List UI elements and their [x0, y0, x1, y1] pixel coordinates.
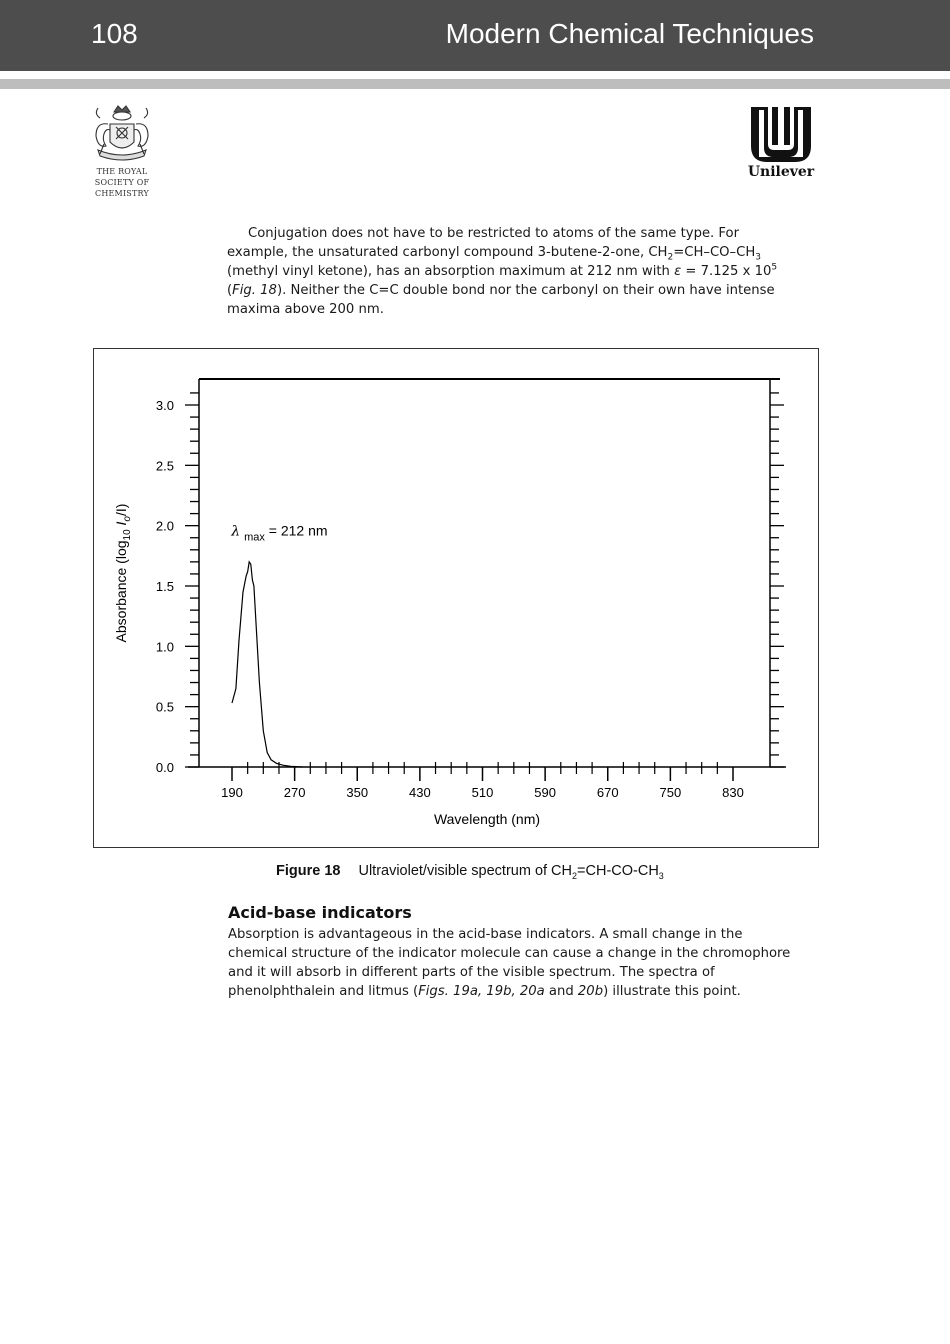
- page-number: 108: [91, 18, 138, 49]
- x-tick-label: 270: [283, 785, 306, 800]
- x-tick-label: 190: [221, 785, 243, 800]
- figure-label: Figure 18: [276, 863, 341, 879]
- y-axis-label: Absorbance ($\log_{10}$ $I_o/I$): [113, 503, 133, 643]
- unilever-logo: [744, 104, 818, 180]
- indicator-line-4: phenolphthalein and litmus (Figs. 19a, 19b, 20a and 20b) illustrate this point.: [228, 984, 741, 999]
- indicator-line-2: chemical structure of the indicator molecule can cause a change in the chromophore: [228, 946, 791, 961]
- intro-line-3: (methyl vinyl ketone), has an absorption maximum at 212 nm with ε = 7.125 x $10^5$: [227, 262, 778, 279]
- y-tick-label: 0.0: [155, 760, 174, 775]
- unilever-u-icon: [748, 104, 814, 164]
- y-tick-label: 0.5: [155, 699, 174, 715]
- x-tick-label: 510: [471, 785, 494, 800]
- header-rule: [0, 79, 950, 89]
- x-tick-label: 670: [596, 785, 619, 800]
- book-title: Modern Chemical Techniques: [445, 18, 814, 49]
- x-tick-label: 750: [659, 785, 682, 800]
- intro-line-5: maxima above 200 nm.: [227, 302, 384, 317]
- figure-caption-text: Ultraviolet/visible spectrum of $CH_2=CH-CO-CH_3$: [358, 863, 664, 881]
- y-tick-label: 1.0: [155, 639, 174, 655]
- rsc-text-line3: CHEMISTRY: [95, 189, 149, 198]
- uv-spectrum-chart: [94, 349, 818, 847]
- section-heading: Acid-base indicators: [228, 903, 412, 922]
- unilever-name: Unilever: [747, 164, 815, 180]
- x-tick-label: 430: [409, 785, 431, 800]
- x-tick-label: 350: [346, 785, 369, 800]
- x-axis-label: Wavelength (nm): [433, 811, 541, 827]
- spectrum-line: [232, 562, 303, 767]
- intro-line-2: example, the unsaturated carbonyl compound 3-butene-2-one, $CH_2=CH-CO-CH_3$: [227, 245, 762, 263]
- figure-18-box: [93, 348, 819, 848]
- intro-paragraph: [227, 224, 817, 319]
- page-header: [0, 0, 950, 71]
- lambda-max-annotation: λ $_{max}$ = 212 nm: [231, 522, 328, 544]
- figure-caption: [276, 863, 664, 879]
- plot-frame: [188, 379, 786, 767]
- y-tick-label: 2.0: [155, 518, 174, 534]
- y-tick-label: 3.0: [155, 398, 174, 413]
- y-tick-label: 2.5: [155, 458, 174, 474]
- rsc-text-line2: SOCIETY OF: [94, 178, 150, 187]
- rsc-crest-icon: [90, 104, 154, 166]
- rsc-text-line1: THE ROYAL: [96, 167, 148, 176]
- x-tick-label: 830: [722, 785, 744, 800]
- y-tick-label: 1.5: [155, 579, 174, 594]
- x-tick-label: 590: [534, 785, 556, 800]
- intro-line-1: Conjugation does not have to be restricted to atoms of the same type. For: [248, 226, 740, 241]
- indicator-line-3: and it will absorb in different parts of the visible spectrum. The spectra of: [228, 965, 715, 980]
- indicator-line-1: Absorption is advantageous in the acid-base indicators. A small change in the: [228, 927, 743, 942]
- rsc-logo: [84, 104, 160, 199]
- indicator-paragraph: [228, 925, 828, 1001]
- intro-line-4: (Fig. 18). Neither the C=C double bond nor the carbonyl on their own have intense: [227, 283, 775, 298]
